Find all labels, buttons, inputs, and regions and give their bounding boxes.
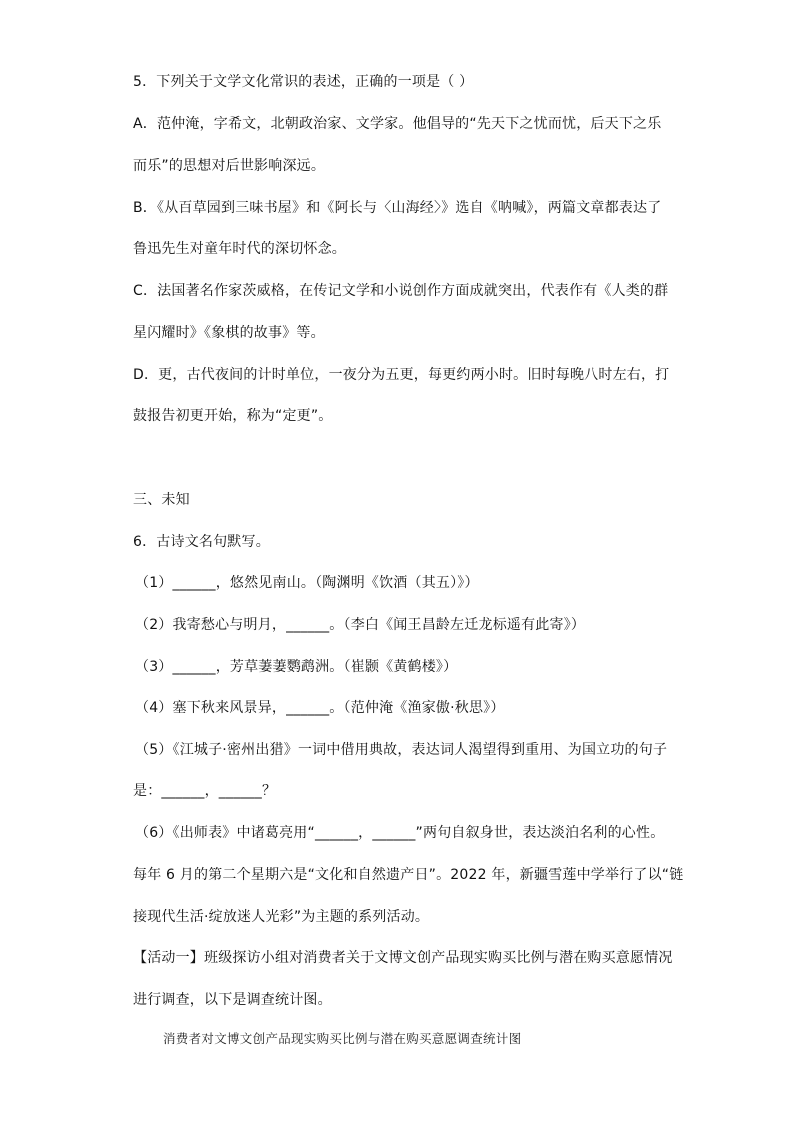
activity-1-line-2: 进行调查，以下是调查统计图。 <box>133 992 332 1008</box>
option-a-line-1: A．范仲淹，字希文，北朝政治家、文学家。他倡导的“先天下之忧而忧，后天下之乐 <box>133 116 662 132</box>
option-d-line-1: D．更，古代夜间的计时单位，一夜分为五更，每更约两小时。旧时每晚八时左右，打 <box>133 367 670 383</box>
question-5-stem: 5．下列关于文学文化常识的表述，正确的一项是（ ） <box>133 74 474 90</box>
question-6-item-2: （2）我寄愁心与明月，______。（李白《闻王昌龄左迁龙标遥有此寄》） <box>135 617 586 633</box>
option-d-line-2: 鼓报告初更开始，称为“定更”。 <box>133 408 333 424</box>
option-b-line-1: B．《从百草园到三味书屋》和《阿长与〈山海经〉》选自《呐喊》，两篇文章都表达了 <box>133 200 662 216</box>
question-6-item-5-line-2: 是：______，______？ <box>133 783 277 799</box>
question-6-item-4: （4）塞下秋来风景异，______。（范仲淹《渔家傲·秋思》） <box>135 700 505 716</box>
question-6-item-3: （3）______，芳草萋萋鹦鹉洲。（崔颢《黄鹤楼》） <box>135 659 458 675</box>
passage-intro-line-2: 接现代生活·绽放迷人光彩”为主题的系列活动。 <box>133 909 430 925</box>
question-6-item-5-line-1: （5）《江城子·密州出猎》一词中借用典故，表达词人渴望得到重用、为国立功的句子 <box>135 742 668 758</box>
passage-intro-line-1: 每年 6 月的第二个星期六是“文化和自然遗产日”。2022 年，新疆雪莲中学举行了以“链 <box>133 867 684 883</box>
section-3-heading: 三、未知 <box>133 492 190 508</box>
question-6-stem: 6．古诗文名句默写。 <box>133 534 270 550</box>
option-c-line-1: C．法国著名作家茨威格，在传记文学和小说创作方面成就突出，代表作有《人类的群 <box>133 283 669 299</box>
option-c-line-2: 星闪耀时》《象棋的故事》等。 <box>133 325 325 341</box>
question-6-item-1: （1）______，悠然见南山。（陶渊明《饮酒（其五）》） <box>135 575 479 591</box>
question-6-item-6: （6）《出师表》中诸葛亮用“______，______”两句自叙身世，表达淡泊名利的心性。 <box>135 825 665 841</box>
option-b-line-2: 鲁迅先生对童年时代的深切怀念。 <box>133 241 346 257</box>
activity-1-line-1: 【活动一】班级探访小组对消费者关于文博文创产品现实购买比例与潜在购买意愿情况 <box>133 950 673 966</box>
option-a-line-2: 而乐”的思想对后世影响深远。 <box>133 158 326 174</box>
chart-caption: 消费者对文博文创产品现实购买比例与潜在购买意愿调查统计图 <box>163 1031 522 1046</box>
